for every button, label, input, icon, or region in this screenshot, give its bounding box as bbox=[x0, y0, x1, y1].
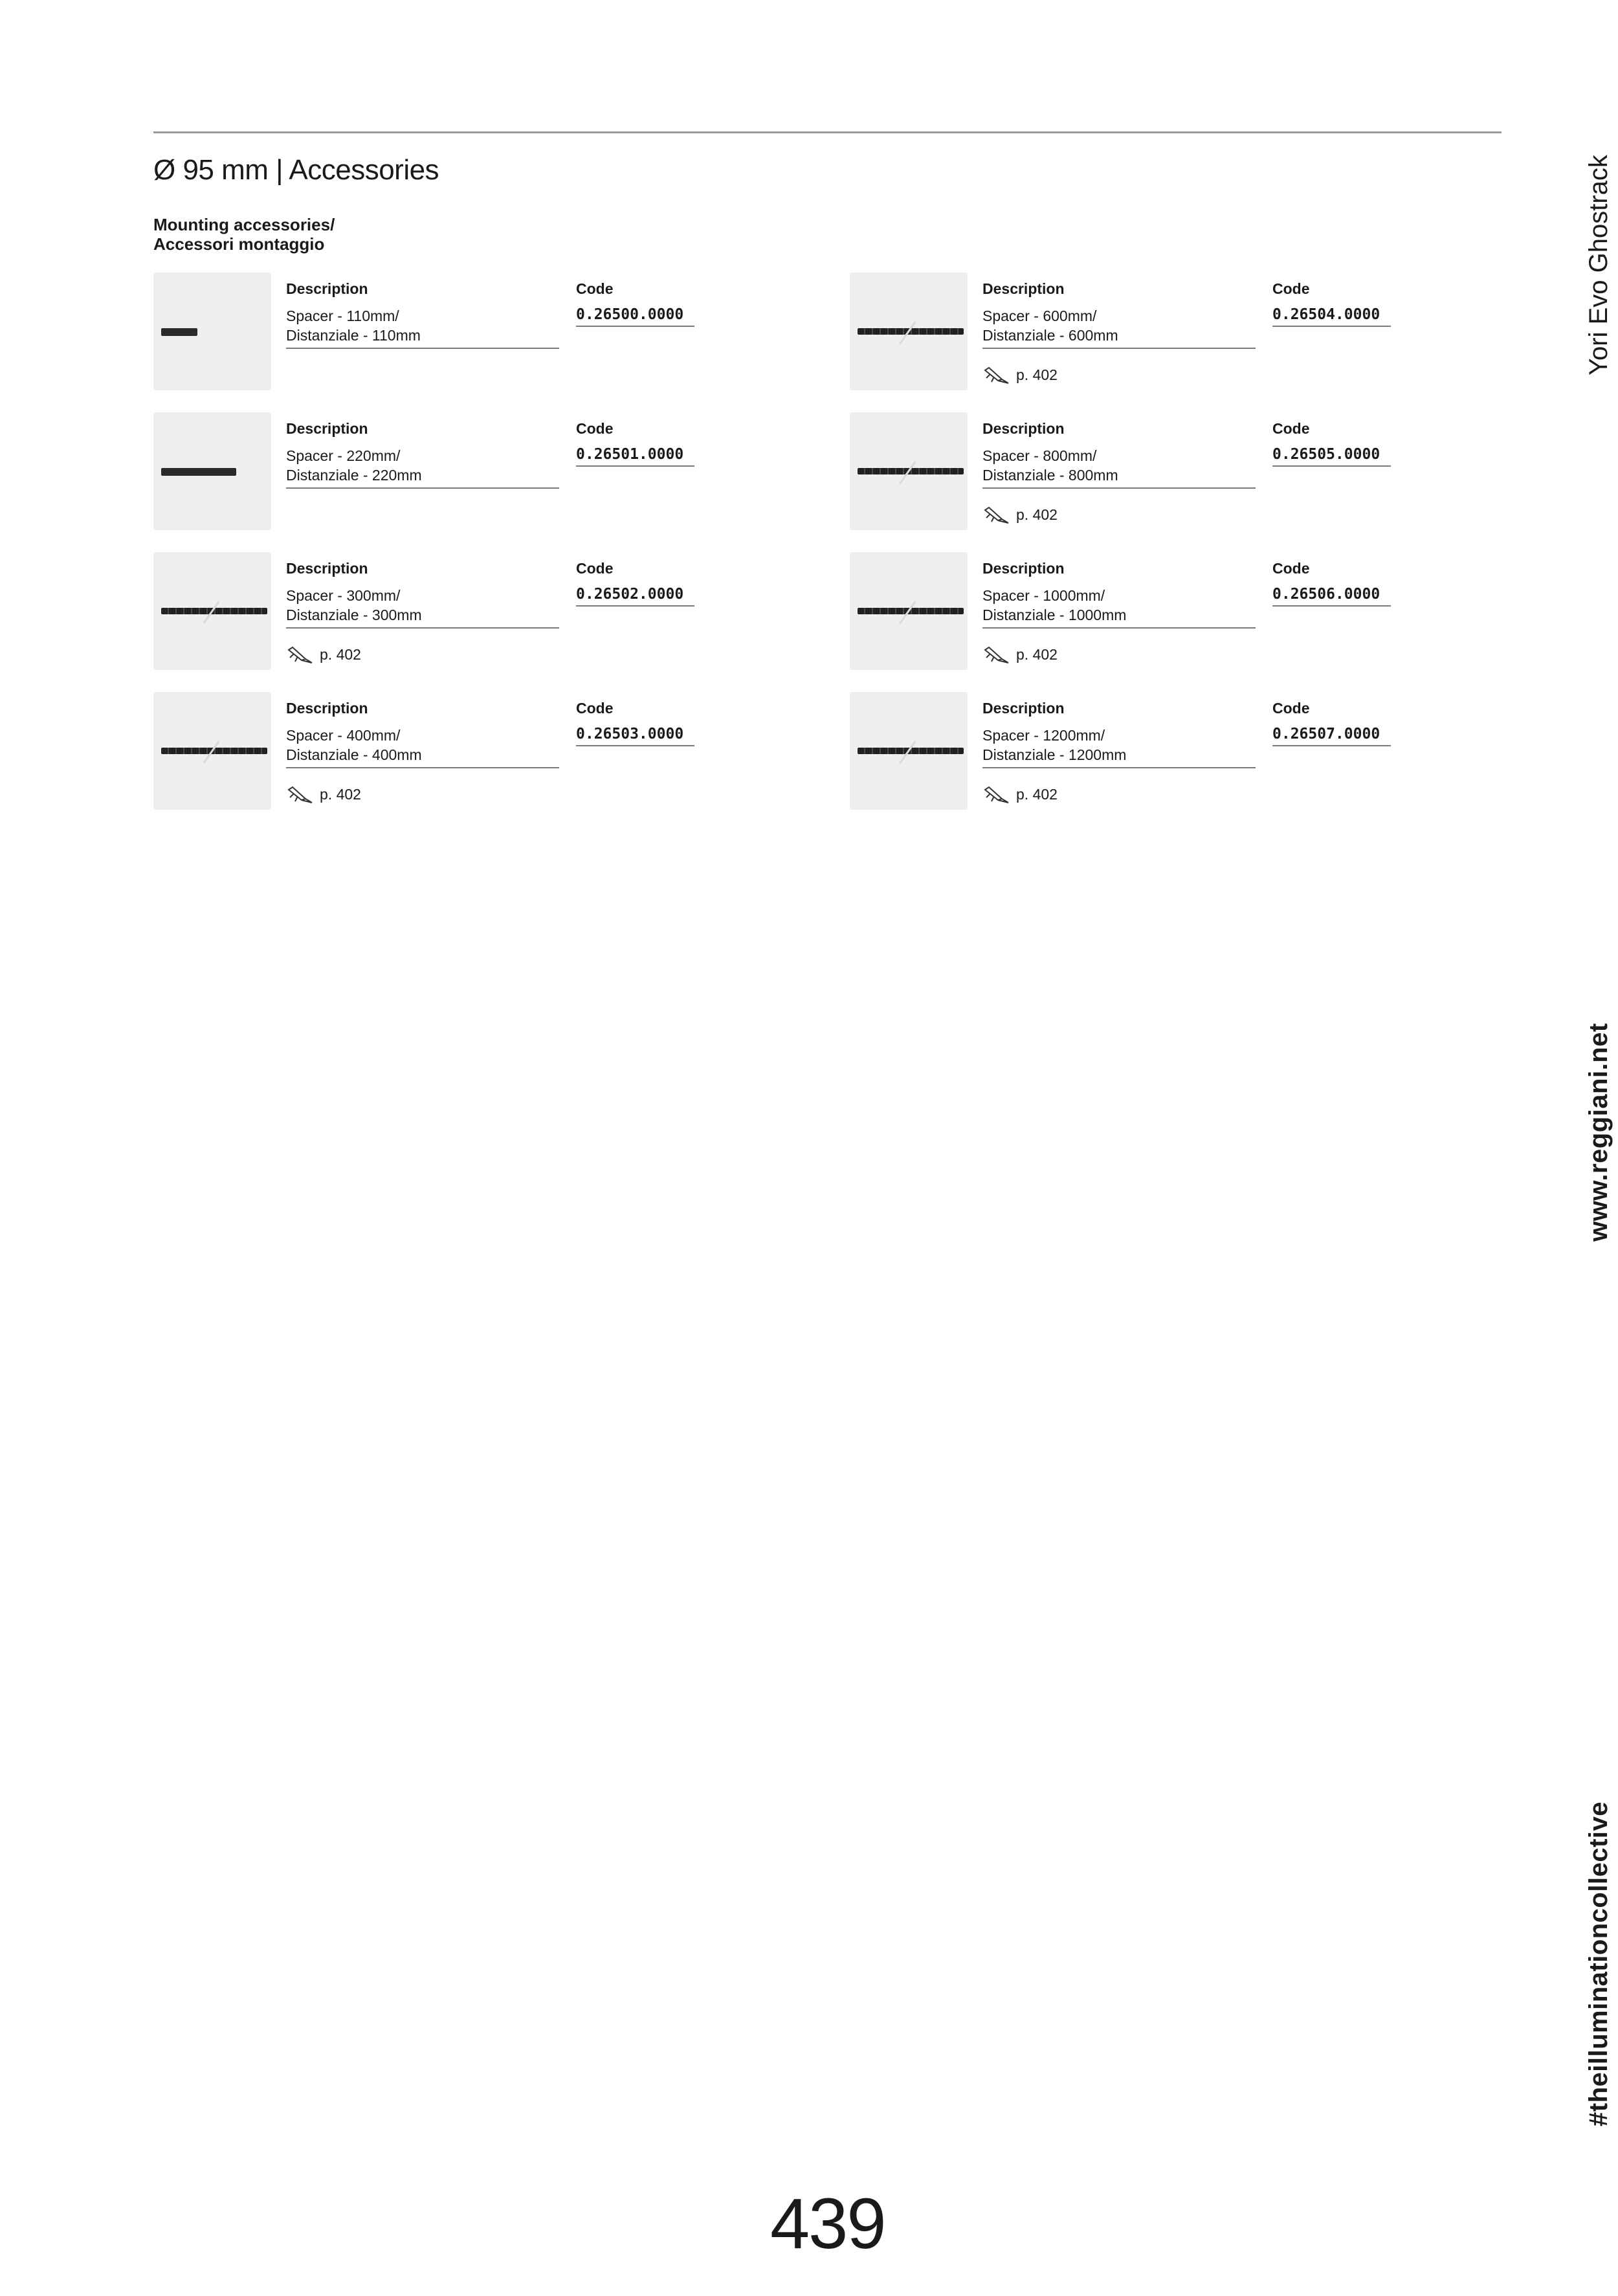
top-rule bbox=[153, 131, 1502, 133]
code-label: Code bbox=[576, 560, 614, 577]
product-code: 0.26503.0000 bbox=[576, 726, 694, 746]
page-reference-text: p. 402 bbox=[320, 645, 361, 663]
description-en: Spacer - 110mm/ bbox=[286, 307, 399, 324]
section-heading-it: Accessori montaggio bbox=[153, 234, 325, 254]
page-reference-text: p. 402 bbox=[1016, 366, 1058, 383]
description-label: Description bbox=[982, 420, 1065, 437]
page-reference[interactable] bbox=[982, 783, 1058, 806]
description-label: Description bbox=[286, 560, 368, 577]
description-it: Distanziale - 600mm bbox=[982, 327, 1118, 344]
installation-tool-icon bbox=[982, 364, 1011, 386]
code-label: Code bbox=[1272, 280, 1310, 297]
description-it: Distanziale - 220mm bbox=[286, 467, 422, 484]
page-reference-text: p. 402 bbox=[1016, 785, 1058, 803]
product-item bbox=[850, 273, 1471, 392]
product-item bbox=[153, 273, 775, 392]
installation-tool-icon bbox=[286, 643, 315, 665]
page-reference[interactable] bbox=[286, 643, 361, 666]
product-item bbox=[153, 412, 775, 532]
product-code: 0.26506.0000 bbox=[1272, 586, 1391, 607]
installation-tool-icon bbox=[982, 783, 1011, 805]
product-description bbox=[286, 446, 559, 489]
description-label: Description bbox=[982, 280, 1065, 297]
installation-tool-icon bbox=[982, 643, 1011, 665]
product-description bbox=[286, 306, 559, 349]
side-brand-title: Yori Evo Ghostrack bbox=[1584, 155, 1613, 375]
description-en: Spacer - 400mm/ bbox=[286, 727, 401, 744]
product-code: 0.26504.0000 bbox=[1272, 306, 1391, 327]
product-item bbox=[850, 552, 1471, 672]
page-title: Ø 95 mm | Accessories bbox=[153, 154, 439, 186]
page-number: 439 bbox=[770, 2184, 885, 2264]
description-label: Description bbox=[982, 560, 1065, 577]
product-item bbox=[153, 552, 775, 672]
product-description bbox=[982, 586, 1256, 629]
product-description bbox=[982, 726, 1256, 768]
product-description bbox=[286, 726, 559, 768]
product-image bbox=[850, 412, 968, 530]
product-image bbox=[153, 692, 271, 810]
product-image bbox=[153, 412, 271, 530]
description-en: Spacer - 600mm/ bbox=[982, 307, 1097, 324]
product-code: 0.26500.0000 bbox=[576, 306, 694, 327]
description-label: Description bbox=[286, 420, 368, 437]
description-it: Distanziale - 110mm bbox=[286, 327, 421, 344]
section-heading bbox=[153, 215, 335, 254]
product-code: 0.26505.0000 bbox=[1272, 446, 1391, 467]
code-label: Code bbox=[576, 280, 614, 297]
description-it: Distanziale - 300mm bbox=[286, 607, 422, 623]
product-code: 0.26507.0000 bbox=[1272, 726, 1391, 746]
product-image bbox=[153, 273, 271, 390]
description-en: Spacer - 220mm/ bbox=[286, 447, 401, 464]
product-description bbox=[982, 446, 1256, 489]
code-label: Code bbox=[1272, 420, 1310, 437]
page-reference-text: p. 402 bbox=[1016, 645, 1058, 663]
description-it: Distanziale - 1200mm bbox=[982, 746, 1127, 763]
code-label: Code bbox=[576, 420, 614, 437]
description-en: Spacer - 1000mm/ bbox=[982, 587, 1105, 604]
page-reference[interactable] bbox=[982, 643, 1058, 666]
description-label: Description bbox=[286, 280, 368, 297]
product-code: 0.26501.0000 bbox=[576, 446, 694, 467]
product-image bbox=[153, 552, 271, 670]
description-it: Distanziale - 1000mm bbox=[982, 607, 1127, 623]
description-it: Distanziale - 800mm bbox=[982, 467, 1118, 484]
product-item bbox=[850, 412, 1471, 532]
product-item bbox=[850, 692, 1471, 812]
product-image bbox=[850, 552, 968, 670]
description-it: Distanziale - 400mm bbox=[286, 746, 422, 763]
description-label: Description bbox=[286, 700, 368, 717]
page-reference-text: p. 402 bbox=[1016, 506, 1058, 523]
installation-tool-icon bbox=[982, 504, 1011, 526]
page-reference[interactable] bbox=[982, 503, 1058, 526]
product-description bbox=[286, 586, 559, 629]
page-reference[interactable] bbox=[982, 363, 1058, 386]
side-website[interactable]: www.reggiani.net bbox=[1584, 1023, 1613, 1242]
product-image bbox=[850, 692, 968, 810]
description-en: Spacer - 800mm/ bbox=[982, 447, 1097, 464]
code-label: Code bbox=[1272, 560, 1310, 577]
code-label: Code bbox=[576, 700, 614, 717]
page-reference-text: p. 402 bbox=[320, 785, 361, 803]
page-reference[interactable] bbox=[286, 783, 361, 806]
description-en: Spacer - 300mm/ bbox=[286, 587, 401, 604]
product-item bbox=[153, 692, 775, 812]
description-label: Description bbox=[982, 700, 1065, 717]
section-heading-en: Mounting accessories/ bbox=[153, 215, 335, 234]
installation-tool-icon bbox=[286, 783, 315, 805]
side-hashtag: #theilluminationcollective bbox=[1584, 1801, 1613, 2126]
code-label: Code bbox=[1272, 700, 1310, 717]
product-description bbox=[982, 306, 1256, 349]
product-code: 0.26502.0000 bbox=[576, 586, 694, 607]
description-en: Spacer - 1200mm/ bbox=[982, 727, 1105, 744]
product-image bbox=[850, 273, 968, 390]
